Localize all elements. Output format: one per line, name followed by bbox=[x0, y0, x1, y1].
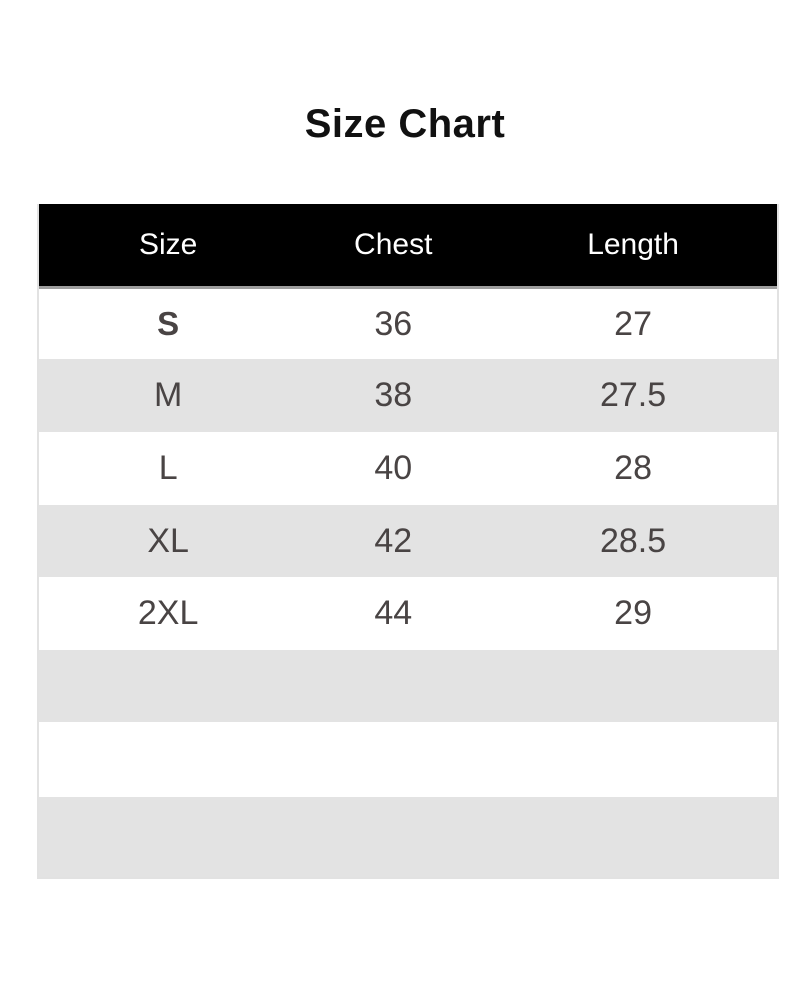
chest-cell: 44 bbox=[374, 594, 413, 632]
table-row-2xl bbox=[39, 577, 777, 650]
empty-table-row bbox=[39, 797, 777, 879]
table-row-s bbox=[39, 289, 777, 359]
length-cell: 28.5 bbox=[599, 521, 667, 560]
length-cell: 29 bbox=[614, 594, 652, 632]
size-cell: L bbox=[158, 449, 178, 487]
size-cell: 2XL bbox=[137, 594, 199, 632]
length-cell: 27 bbox=[614, 304, 652, 343]
size-chart-table bbox=[37, 204, 779, 879]
empty-table-row bbox=[39, 650, 777, 722]
column-header-length: Length bbox=[587, 228, 679, 261]
chest-cell: 40 bbox=[374, 449, 413, 487]
length-cell: 28 bbox=[614, 449, 652, 487]
size-cell: S bbox=[157, 305, 180, 342]
table-header-row bbox=[39, 204, 777, 289]
empty-table-row bbox=[39, 722, 777, 797]
chest-cell: 36 bbox=[374, 304, 413, 343]
chest-cell: 38 bbox=[374, 376, 413, 414]
length-cell: 27.5 bbox=[599, 376, 667, 414]
table-row-l bbox=[39, 432, 777, 505]
chest-cell: 42 bbox=[374, 521, 413, 560]
size-cell: M bbox=[153, 376, 183, 414]
table-row-xl bbox=[39, 505, 777, 577]
column-header-chest: Chest bbox=[354, 228, 433, 261]
page-title: Size Chart bbox=[304, 102, 506, 146]
table-row-m bbox=[39, 359, 777, 432]
column-header-size: Size bbox=[138, 228, 198, 261]
size-cell: XL bbox=[147, 521, 189, 560]
